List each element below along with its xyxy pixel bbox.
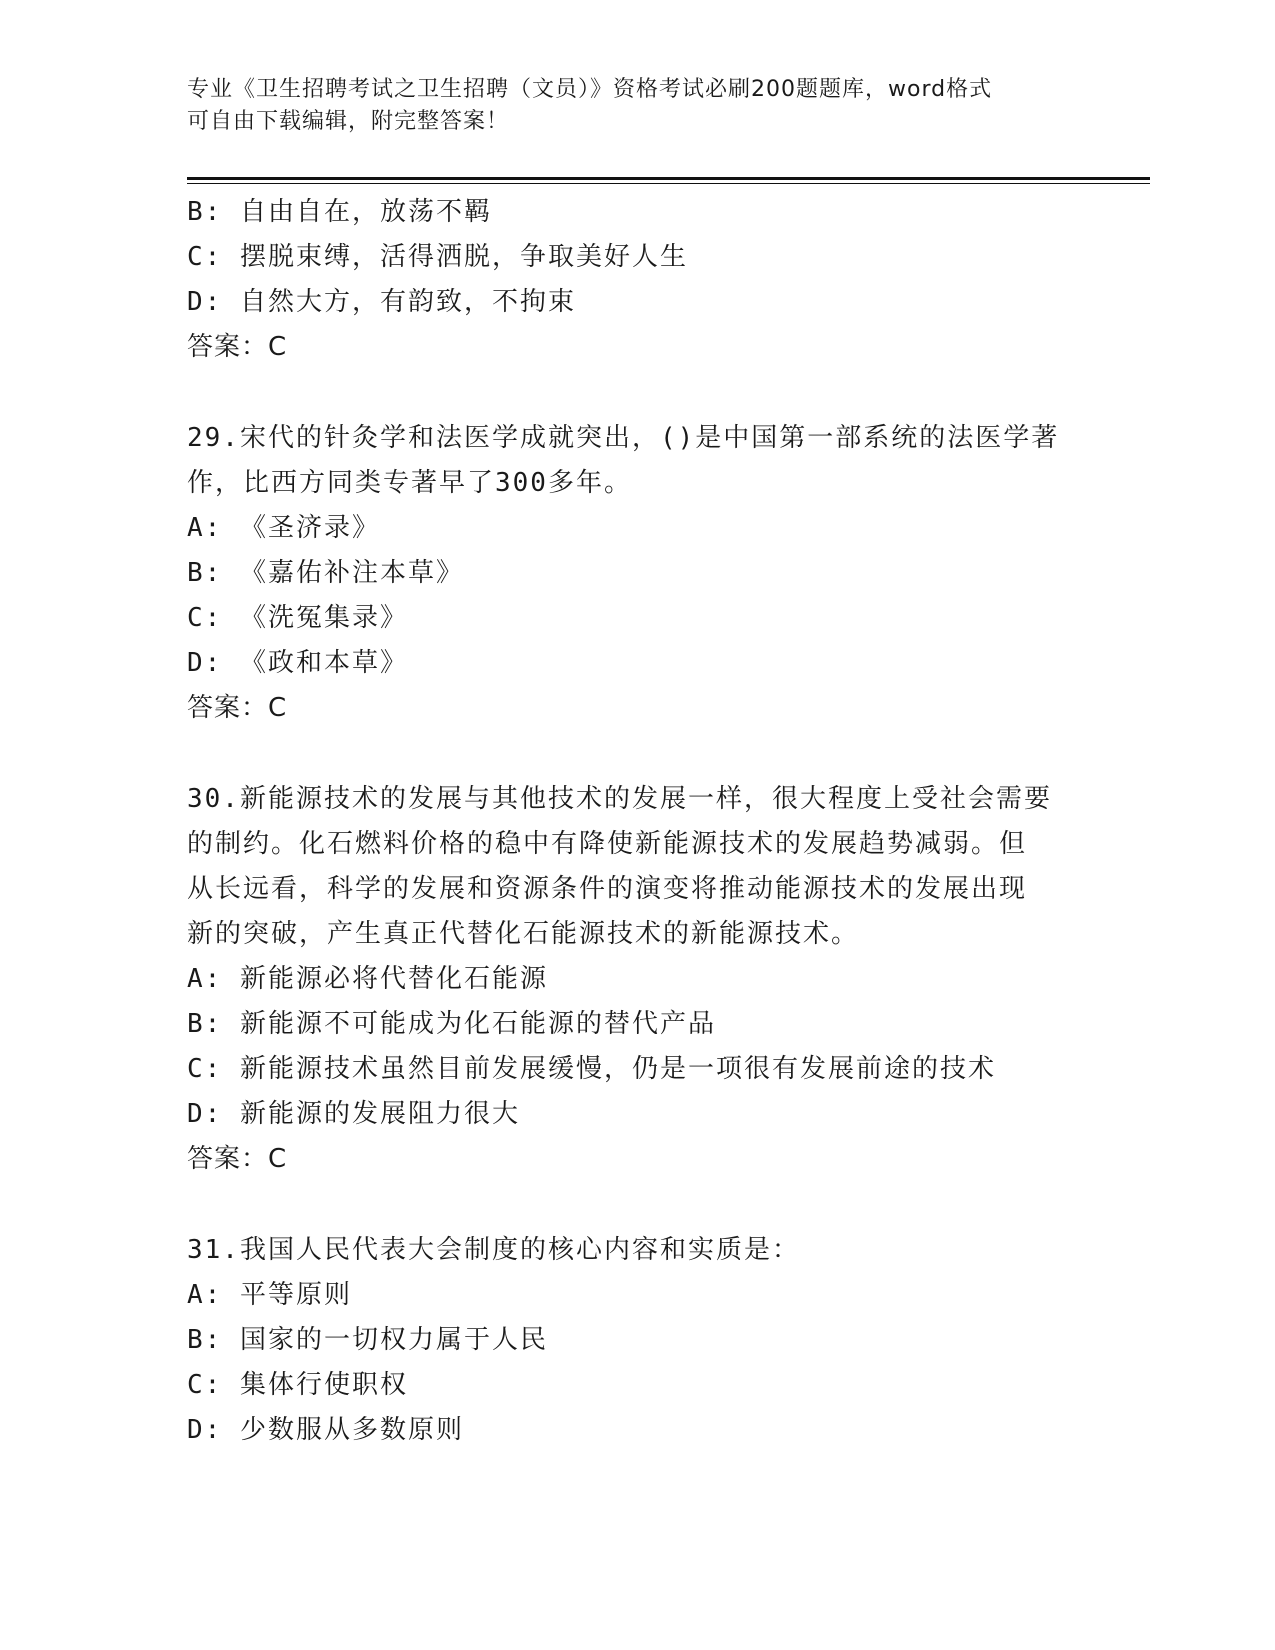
question-30: [187, 777, 1087, 1182]
question-text-line: 从长远看，科学的发展和资源条件的演变将推动能源技术的发展出现: [187, 874, 1028, 904]
header-rule-thick: [187, 177, 1150, 180]
option-d: D: 自然大方，有韵致，不拘束: [187, 287, 576, 317]
option-b: B: 国家的一切权力属于人民: [187, 1325, 548, 1355]
answer: 答案：C: [187, 332, 288, 362]
question-text-line: 31.我国人民代表大会制度的核心内容和实质是：: [187, 1235, 800, 1265]
question-text-line: 30.新能源技术的发展与其他技术的发展一样，很大程度上受社会需要: [187, 784, 1052, 814]
question-29: [187, 416, 1087, 731]
question-text-line: 新的突破，产生真正代替化石能源技术的新能源技术。: [187, 919, 860, 949]
option-c: C: 集体行使职权: [187, 1370, 408, 1400]
answer: 答案：C: [187, 1144, 288, 1174]
option-d: D: 新能源的发展阻力很大: [187, 1099, 520, 1129]
option-d: D: 《政和本草》: [187, 648, 408, 678]
option-d: D: 少数服从多数原则: [187, 1415, 464, 1445]
option-b: B: 《嘉佑补注本草》: [187, 558, 464, 588]
header-line-1: 专业《卫生招聘考试之卫生招聘（文员）》资格考试必刷200题题库，word格式: [187, 77, 993, 102]
question-text-line: 作，比西方同类专著早了300多年。: [187, 468, 632, 498]
document-header: [187, 74, 1087, 138]
option-c: C: 新能源技术虽然目前发展缓慢，仍是一项很有发展前途的技术: [187, 1054, 996, 1084]
option-b: B: 自由自在，放荡不羁: [187, 197, 492, 227]
document-body: [187, 190, 1087, 1453]
header-rule-thin: [187, 183, 1150, 184]
option-a: A: 平等原则: [187, 1280, 352, 1310]
option-a: A: 《圣济录》: [187, 513, 380, 543]
header-line-2: 可自由下载编辑，附完整答案！: [187, 109, 510, 134]
option-b: B: 新能源不可能成为化石能源的替代产品: [187, 1009, 716, 1039]
question-partial: [187, 190, 1087, 370]
option-a: A: 新能源必将代替化石能源: [187, 964, 548, 994]
answer: 答案：C: [187, 693, 288, 723]
question-31: [187, 1228, 1087, 1453]
option-c: C: 《洗冤集录》: [187, 603, 408, 633]
question-text-line: 29.宋代的针灸学和法医学成就突出，()是中国第一部系统的法医学著: [187, 423, 1060, 453]
option-c: C: 摆脱束缚，活得洒脱，争取美好人生: [187, 242, 688, 272]
question-text-line: 的制约。化石燃料价格的稳中有降使新能源技术的发展趋势减弱。但: [187, 829, 1028, 859]
